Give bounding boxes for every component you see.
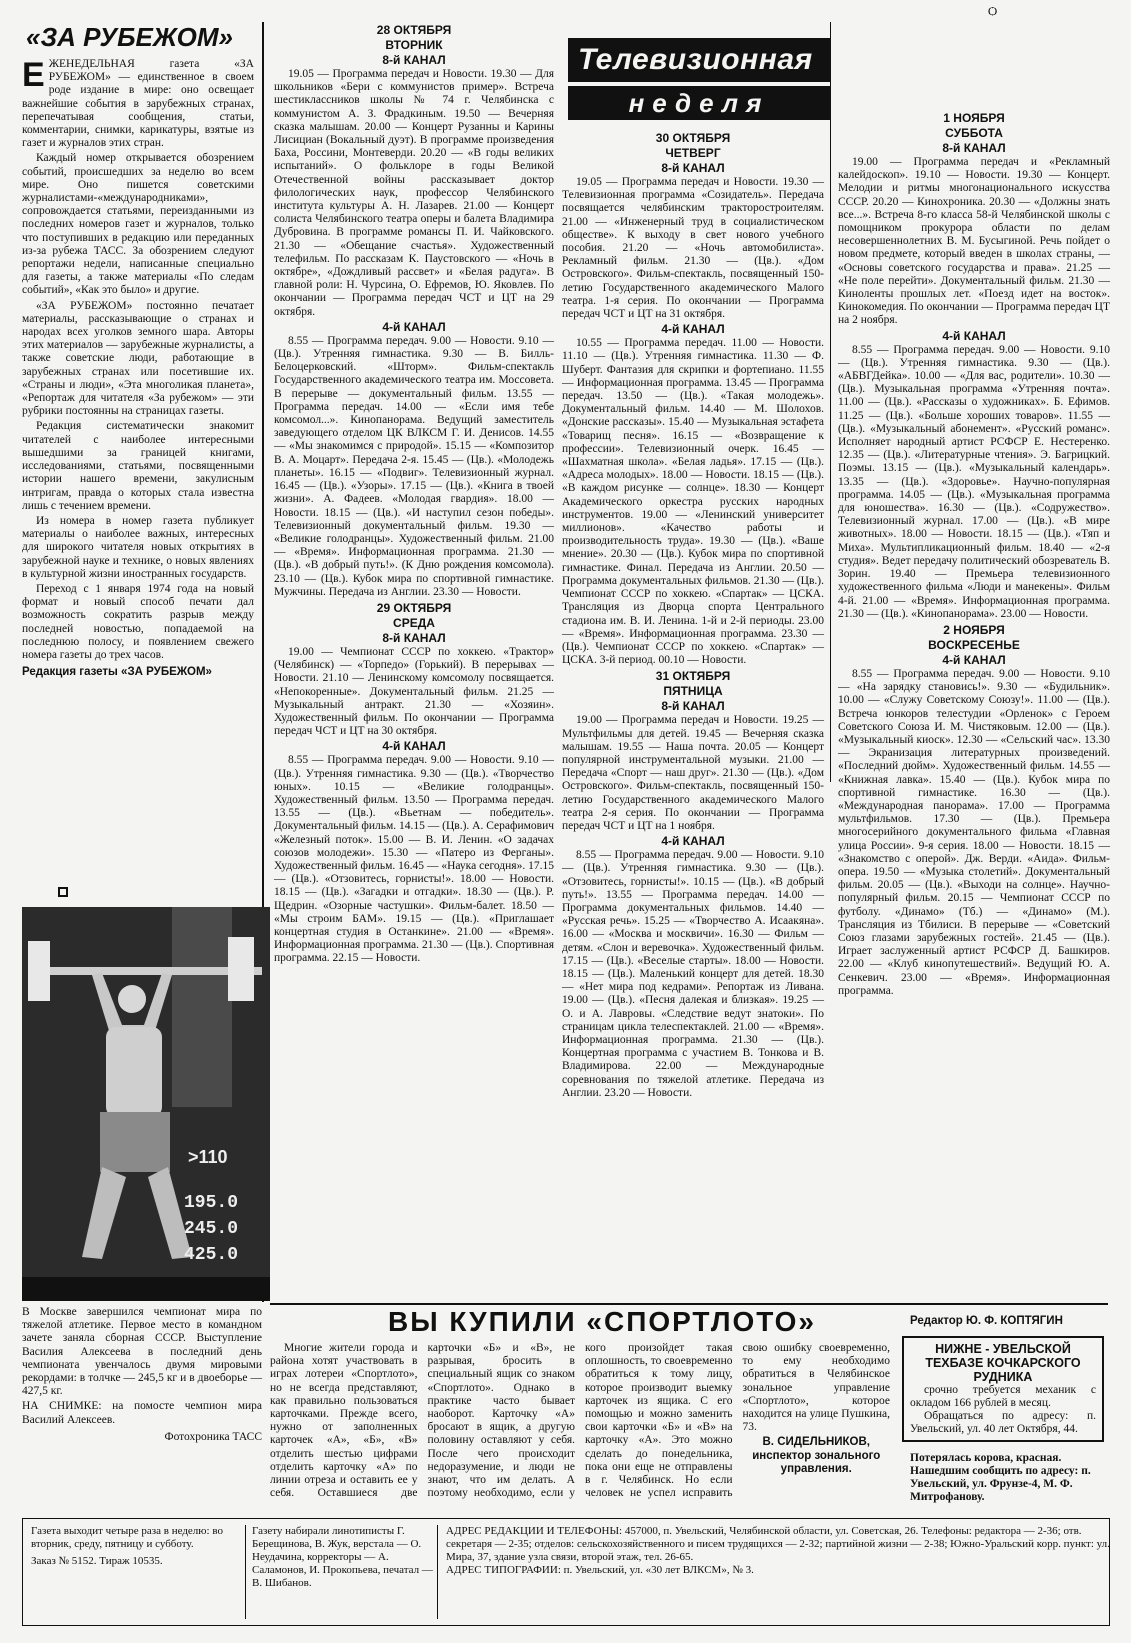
scoreboard-value: 195.0 xyxy=(184,1193,239,1213)
channel-label: 4-й КАНАЛ xyxy=(382,319,446,334)
job-ad xyxy=(902,1336,1104,1442)
section-marker xyxy=(58,887,68,897)
footer-schedule xyxy=(31,1525,231,1568)
job-ad-text: срочно требуется механик с окладом 166 рублей в месяц. xyxy=(910,1384,1096,1409)
abroad-paragraph: Из номера в номер газета публикует материалы о наиболее важных, интересных для широкого читателя новых открытиях в зарубежной науке и технике, о новых явлениях в культурной жизни иностранных государств. xyxy=(22,514,254,580)
column-rule xyxy=(830,22,831,782)
caption-text: В Москве завершился чемпионат мира по тяжелой атлетике. Первое место в командном зачете заняла сборная СССР. Выступление Василия Алексеева в последний день чемпионата увенчалось двумя мировыми рекордами: в толчке — 245,5 кг и в двоеборье — 427,5 кг. xyxy=(22,1306,262,1398)
channel-label: 4-й КАНАЛ xyxy=(942,652,1006,667)
sportloto-author: В. СИДЕЛЬНИКОВ, xyxy=(762,1436,870,1449)
footer-print-address: АДРЕС ТИПОГРАФИИ: п. Увельский, ул. «30 лет ВЛКСМ», № 3. xyxy=(446,1564,754,1576)
day-name: ЧЕТВЕРГ xyxy=(665,146,721,160)
lost-cow-notice: Потерялась корова, красная. Нашедшим сообщить по адресу: п. Увельский, ул. Фрунзе-4, М. Ф. Митрофанову. xyxy=(910,1452,1091,1503)
program-list: 19.00 — Программа передач и «Рекламный калейдоскоп». 19.10 — Новости. 19.30 — Концерт. Мелодии и ритмы многонационального искусства СССР. 20.20 — Кинохроника. 20.30 — «Должны знать все...». Встреча 8-го класса 58-й Челябинской школы с помощником прокурора области по делам несовершеннолетних В. М. Бусыгиной. Речь пойдет о новом предмете, который введен в школах страны, — «Основы советского государства и права». 21.25 — «Не поле перейти». Документальный фильм. 21.30 — Киноленты прошлых лет. «Поезд идет на восток». Кинокомедия. По окончании — Программа передач ЦТ на 2 ноября. xyxy=(838,156,1111,327)
day-date: 30 ОКТЯБРЯ xyxy=(655,131,731,145)
channel-label: 4-й КАНАЛ xyxy=(942,328,1006,343)
scoreboard-value: 425.0 xyxy=(184,1245,239,1265)
program-list: 19.05 — Программа передач и Новости. 19.30 — Для школьников «Бери с коммунистов пример». Встреча шестиклассников школы № 74 г. Челябинска с коммунистом А. З. Фрадкиным. 19.50 — Вечерняя сказка малышам. 20.00 — Концерт Рузанны и Карины Лисициан (Вокальный дуэт). В программе произведения Баха, Россини, Монтеверди. 20.20 — «В годы великих испытаний». О фольклоре в годы Великой Отечественной войны рассказывает доктор филологических наук, профессор Челябинского института культуры А. Н. Лазарев. 21.00 — Концерт солиста Челябинского театра оперы и балета Владимира Дубровина. В программе романсы П. И. Чайковского. 21.30 — «Обещание счастья». Художественный телефильм. По рассказам К. Паустовского — «Ночь в октябре», «Дождливый рассвет» и «Белая радуга». В главной роли: Н. Чурсина, О. Ефремов, Ю. Яковлев. По окончании — Программа передач ЧСТ и ЦТ на 29 октября. xyxy=(274,68,554,318)
day-date: 2 НОЯБРЯ xyxy=(943,622,1005,637)
channel-label: 8-й КАНАЛ xyxy=(382,53,446,67)
program-list: 8.55 — Программа передач. 9.00 — Новости. 9.10 — (Цв.). Утренняя гимнастика. 9.30 — В. Билль-Белоцерковский. «Шторм». Фильм-спектакль Государственного академического театра им. Моссовета. В перерыве — документальный фильм. 13.55 — Программа передач. 14.00 — «Если имя тебе комсомол...». Кинопанорама. Ведущий заместитель заведующего отделом ЦК ВЛКСМ Г. И. Денисов. 14.55 — «Мы знакомимся с природой». 15.15 — «Композитор В. А. Моцарт». Передача 2-я. 15.45 — (Цв.). «Молодежь планеты». 16.15 — «Подвиг». Телевизионный журнал. 16.45 — (Цв.). «Узоры». 17.15 — (Цв.). «Книга в твоей жизни». А. Фадеев. «Молодая гвардия». 18.00 — Новости. 18.15 — (Цв.). «И наступил сезон победы». Телевизионный документальный фильм. 19.30 — «Великие голодранцы». Художественный фильм. 21.00 — «Время». Информационная программа. 21.30 — (Цв.). «В добрый путь!». (К Дню рождения комсомола). 23.10 — (Цв.). Кубок мира по спортивной гимнастике. Мужчины. Передача из Англии. 23.30 — Новости. xyxy=(274,334,554,598)
channel-label: 8-й КАНАЛ xyxy=(661,699,725,714)
imprint-footer xyxy=(22,1518,1110,1626)
channel-label: 4-й КАНАЛ xyxy=(661,322,725,337)
job-ad-title: НИЖНЕ - УВЕЛЬСКОЙ ТЕХБАЗЕ КОЧКАРСКОГО РУДНИКА xyxy=(925,1342,1081,1384)
tv-logo-line: Телевизионная xyxy=(568,38,830,82)
footer-staff: Газету набирали линотиписты Г. Берещинова, В. Жук, верстала — О. Неудачина, корректоры — А. Саламонов, И. Прокопьева, печатал — В. Шибанов. xyxy=(245,1525,437,1619)
program-list: 8.55 — Программа передач. 9.00 — Новости. 9.10 — (Цв.). Утренняя гимнастика. 9.30 — (Цв.). «Отзовитесь, горнисты!». 10.15 — (Цв.). «В добрый путь!». 13.55 — Программа передач. 14.00 — Программа документальных фильмов. 14.40 — «Русская речь». 15.25 — «Творчество А. Исаакяна». 16.00 — «Москва и москвичи». 16.30 — Фильм — детям. «Слон и веревочка». Художественный фильм. 17.15 — (Цв.). «Веселые старты». 18.00 — Новости. 18.15 — (Цв.). Маленький концерт для детей. 18.30 — «Нет мира под кедрами». Репортаж из Ливана. 19.00 — (Цв.). «Песня далекая и близкая». 19.25 — О. и А. Лавровы. «Следствие ведут знатоки». По страницам цикла телеспектаклей. 21.00 — «Время». Информационная программа. 21.30 — (Цв.). Концертная программа с участием В. Тонкова и В. Владимирова. 22.00 — Международные соревнования по тяжелой атлетике. Передача из Англии. 23.20 — Новости. xyxy=(562,849,824,1099)
weightlifter-photo xyxy=(22,907,270,1301)
job-ad-address: Обращаться по адресу: п. Увельский, ул. 40 лет Октября, 44. xyxy=(910,1410,1096,1435)
channel-label: 4-й КАНАЛ xyxy=(661,834,725,849)
program-list: 19.05 — Программа передач и Новости. 19.30 — Телевизионная программа «Созидатель». Передача посвящается челябинским тракторостроителям. 21.00 — «Инженерный труд в социалистическом обществе». К выходу в свет нового учебного пособия. 21.20 — «Ночь автомобилиста». Рекламный фильм. 21.30 — (Цв.). «Дом Островского». Фильм-спектакль, посвященный 150-летию Государственного академического Малого театра. 1-я серия. По окончании — Программа передач ЧСТ и ЦТ на 31 октября. xyxy=(562,176,824,321)
scoreboard-label: >110 xyxy=(188,1147,228,1167)
schedule-column-1 xyxy=(274,22,554,1298)
scoreboard-value: 245.0 xyxy=(184,1219,239,1239)
program-list: 19.00 — Чемпионат СССР по хоккею. «Трактор» (Челябинск) — «Торпедо» (Горький). В перерывах — Новости. 21.10 — Ленинскому комсомолу посвящается. «Непокоренные». Документальный фильм. 21.25 — Музыкальный антракт. 21.30 — «Хозяин». Художественный фильм. По окончании — Программа передач ЧСТ и ЦТ на 30 октября. xyxy=(274,645,554,738)
day-name: СРЕДА xyxy=(393,615,435,630)
abroad-paragraph: «ЗА РУБЕЖОМ» постоянно печатает материалы, рассказывающие о странах и народах всех уголков земного шара. Авторы этих материалов — зарубежные журналисты, а также советские люди, работающие в зарубежных странах или посетившие их. «Страны и люди», «Эта многоликая планета», «Репортаж для читателя «За рубежом» — эти рубрики постоянны на страницах газеты. xyxy=(22,299,254,418)
abroad-title: «ЗА РУБЕЖОМ» xyxy=(26,22,233,52)
day-date: 31 ОКТЯБРЯ xyxy=(655,669,731,684)
day-name: СУББОТА xyxy=(945,126,1003,140)
program-list: 8.55 — Программа передач. 9.00 — Новости. 9.10 — (Цв.). Утренняя гимнастика. 9.30 — (Цв.). «Творчество юных». 10.15 — «Великие голодранцы». Художественный фильм. 13.50 — Программа передач. 13.55 — (Цв.). «Вьетнам — победитель». Документальный фильм. 14.15 — (Цв.). А. Серафимович «Железный поток». 15.00 — В. И. Ленин. «О задачах союзов молодежи». 15.30 — «Патеро из Ферганы». Художественный фильм. 16.45 — «Наука сегодня». 17.15 — (Цв.). «Отзовитесь, горнисты!». 18.00 — Новости. 18.15 — (Цв.). «Загадки и отгадки». 18.30 — (Цв.). Р. Щедрин. «Озорные частушки». Фильм-балет. 18.50 — «Мы строим БАМ». 19.15 — (Цв.). «Приглашает концертная студия в Останкине». 21.00 — «Время». Информационная программа. 21.30 — (Цв.). Спортивная программа. 22.15 — Новости. xyxy=(274,754,555,965)
page-mark: Ѻ xyxy=(988,4,998,18)
footer-address-text: АДРЕС РЕДАКЦИИ И ТЕЛЕФОНЫ: 457000, п. Увельский, Челябинской области, ул. Советская, 26. Телефоны: редактора — 2-36; отв. секретаря — 2-35; отделов: сельскохозяйственного и писем трудящихся — 2-32; партийной жизни — 2-38; Южно-Уральский корр. пункт: ул. Мира, 37, здание узла связи, второй этаж, тел. 26-65. xyxy=(446,1525,1110,1563)
abroad-paragraph: Переход с 1 января 1974 года на новый формат и новый способ печати дал возможность сократить разрыв между последней новостью, попадаемой на последнюю полосу, и появлением свежего номера газеты до трех часов. xyxy=(22,582,254,661)
photo-credit: Фотохроника ТАСС xyxy=(164,1430,262,1443)
sportloto-title: ВЫ КУПИЛИ «СПОРТЛОТО» xyxy=(387,1306,816,1337)
sportloto-article xyxy=(270,1342,890,1514)
program-list: 19.00 — Программа передач и Новости. 19.25 — Мультфильмы для детей. 19.45 — Вечерняя сказка малышам. 19.55 — Наша почта. 20.05 — Концерт популярной инструментальной музыки. 21.00 — Передача «Спорт — наш друг». 21.30 — (Цв.). «Дом Островского». Фильм-спектакль, посвященный 150-летию Государственного академического Малого театра 2-я серия. По окончании — Программа передач ЧСТ и ЦТ на 1 ноября. xyxy=(562,714,824,832)
abroad-article xyxy=(22,22,254,882)
tv-logo-line: неделя xyxy=(568,86,830,120)
program-list: 10.55 — Программа передач. 11.00 — Новости. 11.10 — (Цв.). Утренняя гимнастика. 11.30 — Ф. Шуберт. Фантазия для скрипки и фортепиано. 11.55 — Информационная программа. 13.45 — Программа передач. 13.50 — (Цв.). «Такая молодежь». Документальный фильм. 14.40 — М. Шолохов. «Донские рассказы». 15.40 — Музыкальная эстафета «Товарищ песня». 16.15 — «Возвращение к профессии». Телевизионный очерк. 16.45 — «Шахматная школа». «Белая ладья». 17.15 — (Цв.). «Адреса молодых». 18.00 — Новости. 18.15 — (Цв.). «В каждом рисунке — солнце». 18.30 — Концерт Академического оркестра русских народных инструментов. 19.00 — «Ленинский университет миллионов». «Качество работы и производительность труда». 19.30 — (Цв.). «Ваше мнение». 20.30 — (Цв.). Кубок мира по спортивной гимнастике. Финал. Передача из Англии. 20.50 — Программа документальных фильмов. 21.30 — (Цв.). Чемпионат СССР по хоккею. «Спартак» — ЦСКА. Трансляция из Дворца спорта Центрального стадиона им. В. И. Ленина. 1-й и 2-й периоды. 23.00 — «Время». Информационная программа. 23.30 — (Цв.). Чемпионат СССР по хоккею. «Спартак» — ЦСКА. 3-й период. 00.10 — Новости. xyxy=(562,337,824,667)
tv-week-logo xyxy=(568,38,830,128)
channel-label: 8-й КАНАЛ xyxy=(942,141,1006,155)
abroad-paragraph: Редакция систематически знакомит читателей с наиболее интересными вышедшими за границей книгами, исследованиями, статьями, посвященными истории нашего времени, закулисным интригам, правда о которых стала известна лишь с течением времени. xyxy=(22,420,254,512)
weightlifter-illustration xyxy=(22,907,270,1301)
photo-caption xyxy=(22,1306,262,1443)
sportloto-text: Многие жители города и района хотят участвовать в играх лотереи «Спортлото», но не всегда представляют, как правильно пользоваться карточками. Прежде всего, нужно от заполненных карточек «А», «Б», «В» отделить шестью цифрами отделить карточку «А» по линии отреза и оставить ее у себя. Оставшиеся две карточки «Б» и «В», не разрывая, бросить в специальный ящик со знаком «Спортлото». Однако в практике часто бывает наоборот. Карточку «А» бросают в ящик, а другую половину оставляют у себя. После чего происходит недоразумение, и люди не знают, что им делать. А поэтому необходимо, если у кого произойдет такая оплошность, то своевременно обратиться к тому лицу, которое производит выемку карточек из ящика. С его помощью и можно заменить свои карточки «Б» и «В» на карточку «А». Это можно сделать до понедельника, пока они еще не отправлены в г. Челябинск. Но если человек не успел исправить свою ошибку своевременно, то ему необходимо обратиться в Челябинское зональное управление «Спортлото», которое находится на улице Пушкина, 73. xyxy=(270,1342,890,1500)
sportloto-author-role: инспектор зонального управления. xyxy=(752,1449,881,1475)
day-date: 1 НОЯБРЯ xyxy=(943,111,1005,125)
channel-label: 8-й КАНАЛ xyxy=(382,630,446,645)
day-date: 28 ОКТЯБРЯ xyxy=(376,23,452,37)
dropcap: Е xyxy=(22,56,45,94)
day-name: ВОСКРЕСЕНЬЕ xyxy=(928,637,1020,652)
editor-credit: Редактор Ю. Ф. КОПТЯГИН xyxy=(910,1315,1063,1327)
day-date: 29 ОКТЯБРЯ xyxy=(376,600,452,615)
footer-address xyxy=(437,1525,1110,1619)
caption-on-photo: НА СНИМКЕ: на помосте чемпион мира Василий Алексеев. xyxy=(22,1400,262,1426)
schedule-column-2 xyxy=(562,130,824,1298)
footer-order: Заказ № 5152. Тираж 10535. xyxy=(31,1555,163,1567)
program-list: 8.55 — Программа передач. 9.00 — Новости. 9.10 — «На зарядку становись!». 9.30 — «Будильник». 10.00 — «Служу Советскому Союзу!». 11.00 — (Цв.). Встреча юнкоров телестудии «Орленок» с Героем Советского Союза И. М. Чистяковым. 12.00 — (Цв.). «Музыкальный киоск». 12.30 — «Сельский час». 13.30 — Экранизация литературных произведений. «Последний дюйм». Художественный фильм. 14.55 — «Книжная лавка». 15.40 — (Цв.). Кубок мира по спортивной гимнастике. 16.30 — (Цв.). «Международная панорама». 17.00 — Программа мультфильмов. 17.30 — (Цв.). Премьера многосерийного документального фильма «Главная улица России». 9-я серия. 18.00 — Новости. 18.15 — «Знакомство с оперой». Дж. Верди. «Аида». Фильм-опера. 19.50 — «Музыка столетий». Документальный фильм. 20.05 — (Цв.). «Выходи на солнце». Научно-популярный фильм. 20.15 — Чемпионат СССР по футболу. «Динамо» (Тб.) — «Динамо» (М.). Трансляция из Тбилиси. В перерыве — «Советский Союз глазами зарубежных гостей». 21.45 — (Цв.). Играет заслуженный артист РСФСР Д. Башкиров. 22.00 — «Клуб кинопутешествий». Ведущий Ю. А. Сенкевич. 23.00 — «Время». Информационная программа. xyxy=(838,667,1110,997)
schedule-column-3 xyxy=(838,110,1110,1298)
footer-text: Газета выходит четыре раза в неделю: во вторник, среду, пятницу и субботу. xyxy=(31,1525,223,1550)
channel-label: 4-й КАНАЛ xyxy=(382,739,446,754)
day-name: ПЯТНИЦА xyxy=(663,684,723,699)
channel-label: 8-й КАНАЛ xyxy=(661,161,725,175)
abroad-paragraph: ЖЕНЕДЕЛЬНАЯ газета «ЗА РУБЕЖОМ» — единственное в своем роде издание в мире: оно освещает важнейшие события в зарубежных странах, перепечатывая сообщения, статьи, комментарии, снимки, карикатуры, взятые из газет и журналов этих стран. xyxy=(22,58,254,150)
program-list: 8.55 — Программа передач. 9.00 — Новости. 9.10 — (Цв.). Утренняя гимнастика. 9.30 — (Цв.). «АБВГДейка». 10.00 — «Для вас, родители». 10.30 — (Цв.). Музыкальная программа «Утренняя почта». 11.00 — (Цв.). «Рассказы о художниках». Б. Ефимов. 11.25 — (Цв.). «Больше хороших товаров». 11.55 — (Цв.). «Музыкальный абонемент». «Русский романс». Исполняет народный артист РСФСР Е. Нестеренко. 12.35 — (Цв.). «Литературные чтения». Э. Багрицкий. Поэмы. 13.15 — (Цв.). «Музыкальный календарь». 13.35 — (Цв.). «Здоровье». Научно-популярная программа. 14.05 — (Цв.). «Музыкальная программа для юношества». 16.30 — (Цв.). «Содружество». Телевизионный журнал. 17.00 — (Цв.). «В мире животных». 18.00 — Новости. 18.15 — (Цв.). «Тяп и Миха». Мультипликационный фильм. 18.40 — «2-я студия». Ведет передачу политический обозреватель В. Зорин. 19.40 — Премьера телевизионного художественного фильма «Люди и манекены». Фильм 4-й. 21.00 — «Время». Информационная программа. 21.30 — (Цв.). «Кинопанорама». 23.00 — Новости. xyxy=(838,343,1110,620)
abroad-paragraph: Каждый номер открывается обозрением событий, происшедших за неделю во всем мире. Оно пишется советскими журналистами-«международниками», сопровождается статьями, переизданными из последних номеров газет и журналов, только что поступивших в редакцию или переданных из-за рубежа ТАСС. За обозрением следуют репортажи недели, написанные специально для газеты, а также материалы «По следам событий», «Как это было» и другие. xyxy=(22,152,254,297)
day-name: ВТОРНИК xyxy=(385,38,443,52)
abroad-signature: Редакция газеты «ЗА РУБЕЖОМ» xyxy=(22,666,212,679)
